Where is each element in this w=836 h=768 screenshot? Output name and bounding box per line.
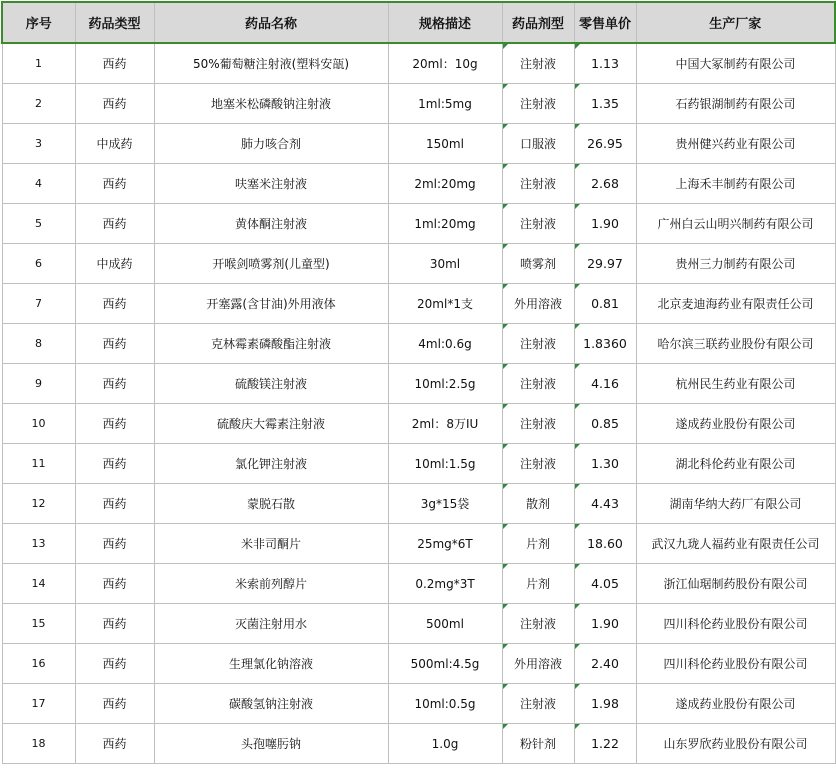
cell-form[interactable]: 散剂 — [502, 484, 574, 524]
cell-type[interactable]: 西药 — [75, 444, 154, 484]
header-type[interactable]: 药品类型 — [75, 2, 154, 43]
cell-name[interactable]: 碳酸氢钠注射液 — [154, 684, 388, 724]
table-row — [2, 404, 835, 444]
cell-name[interactable]: 米非司酮片 — [154, 524, 388, 564]
cell-type[interactable]: 西药 — [75, 204, 154, 244]
cell-price[interactable]: 26.95 — [574, 124, 636, 164]
cell-type[interactable]: 西药 — [75, 724, 154, 764]
cell-maker[interactable]: 武汉九珑人福药业有限责任公司 — [636, 524, 835, 564]
cell-maker[interactable]: 遂成药业股份有限公司 — [636, 684, 835, 724]
cell-maker[interactable]: 贵州三力制药有限公司 — [636, 244, 835, 284]
drug-price-table — [1, 1, 836, 764]
header-price[interactable]: 零售单价 — [574, 2, 636, 43]
cell-name[interactable]: 灭菌注射用水 — [154, 604, 388, 644]
cell-name[interactable]: 50%葡萄糖注射液(塑料安瓿) — [154, 43, 388, 84]
table-row — [2, 364, 835, 404]
cell-name[interactable]: 开喉剑喷雾剂(儿童型) — [154, 244, 388, 284]
cell-form[interactable]: 注射液 — [502, 404, 574, 444]
cell-price[interactable]: 1.98 — [574, 684, 636, 724]
cell-form[interactable]: 注射液 — [502, 604, 574, 644]
cell-spec[interactable]: 150ml — [388, 124, 502, 164]
cell-no[interactable]: 10 — [2, 404, 75, 444]
cell-name[interactable]: 蒙脱石散 — [154, 484, 388, 524]
cell-maker[interactable]: 上海禾丰制药有限公司 — [636, 164, 835, 204]
cell-name[interactable]: 开塞露(含甘油)外用液体 — [154, 284, 388, 324]
header-name[interactable]: 药品名称 — [154, 2, 388, 43]
cell-type[interactable]: 西药 — [75, 404, 154, 444]
cell-type[interactable]: 西药 — [75, 364, 154, 404]
cell-maker[interactable]: 四川科伦药业股份有限公司 — [636, 644, 835, 684]
cell-price[interactable]: 1.22 — [574, 724, 636, 764]
cell-maker[interactable]: 贵州健兴药业有限公司 — [636, 124, 835, 164]
cell-spec[interactable]: 30ml — [388, 244, 502, 284]
cell-price[interactable]: 1.90 — [574, 604, 636, 644]
cell-no[interactable]: 2 — [2, 84, 75, 124]
cell-type[interactable]: 西药 — [75, 684, 154, 724]
cell-spec[interactable]: 1ml:20mg — [388, 204, 502, 244]
table-row — [2, 724, 835, 764]
cell-type[interactable]: 西药 — [75, 43, 154, 84]
cell-maker[interactable]: 浙江仙琚制药股份有限公司 — [636, 564, 835, 604]
table-row — [2, 84, 835, 124]
cell-price[interactable]: 2.40 — [574, 644, 636, 684]
cell-type[interactable]: 西药 — [75, 484, 154, 524]
cell-maker[interactable]: 四川科伦药业股份有限公司 — [636, 604, 835, 644]
cell-spec[interactable]: 3g*15袋 — [388, 484, 502, 524]
cell-maker[interactable]: 山东罗欣药业股份有限公司 — [636, 724, 835, 764]
cell-maker[interactable]: 石药银湖制药有限公司 — [636, 84, 835, 124]
cell-form[interactable]: 注射液 — [502, 84, 574, 124]
header-row — [2, 2, 835, 43]
cell-type[interactable]: 西药 — [75, 84, 154, 124]
table-row — [2, 604, 835, 644]
cell-type[interactable]: 西药 — [75, 164, 154, 204]
cell-form[interactable]: 片剂 — [502, 564, 574, 604]
cell-type[interactable]: 西药 — [75, 644, 154, 684]
cell-no[interactable]: 18 — [2, 724, 75, 764]
cell-no[interactable]: 4 — [2, 164, 75, 204]
cell-name[interactable]: 生理氯化钠溶液 — [154, 644, 388, 684]
header-no[interactable]: 序号 — [2, 2, 75, 43]
cell-price[interactable]: 18.60 — [574, 524, 636, 564]
cell-no[interactable]: 7 — [2, 284, 75, 324]
cell-no[interactable]: 5 — [2, 204, 75, 244]
cell-price[interactable]: 0.81 — [574, 284, 636, 324]
cell-type[interactable]: 西药 — [75, 324, 154, 364]
cell-form[interactable]: 注射液 — [502, 164, 574, 204]
cell-price[interactable]: 1.35 — [574, 84, 636, 124]
cell-form[interactable]: 粉针剂 — [502, 724, 574, 764]
cell-spec[interactable]: 20ml：10g — [388, 43, 502, 84]
cell-price[interactable]: 4.16 — [574, 364, 636, 404]
table-row — [2, 524, 835, 564]
cell-type[interactable]: 西药 — [75, 604, 154, 644]
cell-form[interactable]: 喷雾剂 — [502, 244, 574, 284]
cell-price[interactable]: 4.05 — [574, 564, 636, 604]
cell-maker[interactable]: 湖南华纳大药厂有限公司 — [636, 484, 835, 524]
cell-name[interactable]: 克林霉素磷酸酯注射液 — [154, 324, 388, 364]
cell-type[interactable]: 西药 — [75, 564, 154, 604]
cell-price[interactable]: 1.13 — [574, 43, 636, 84]
cell-price[interactable]: 2.68 — [574, 164, 636, 204]
cell-no[interactable]: 3 — [2, 124, 75, 164]
table-row — [2, 684, 835, 724]
cell-no[interactable]: 8 — [2, 324, 75, 364]
cell-form[interactable]: 口服液 — [502, 124, 574, 164]
cell-name[interactable]: 肺力咳合剂 — [154, 124, 388, 164]
cell-maker[interactable]: 哈尔滨三联药业股份有限公司 — [636, 324, 835, 364]
cell-name[interactable]: 氯化钾注射液 — [154, 444, 388, 484]
cell-form[interactable]: 注射液 — [502, 684, 574, 724]
cell-maker[interactable]: 广州白云山明兴制药有限公司 — [636, 204, 835, 244]
table-row — [2, 204, 835, 244]
cell-spec[interactable]: 500ml:4.5g — [388, 644, 502, 684]
cell-spec[interactable]: 10ml:0.5g — [388, 684, 502, 724]
cell-no[interactable]: 6 — [2, 244, 75, 284]
table-row — [2, 284, 835, 324]
cell-no[interactable]: 15 — [2, 604, 75, 644]
cell-maker[interactable]: 北京麦迪海药业有限责任公司 — [636, 284, 835, 324]
cell-spec[interactable]: 10ml:1.5g — [388, 444, 502, 484]
table-row — [2, 444, 835, 484]
cell-name[interactable]: 呋塞米注射液 — [154, 164, 388, 204]
cell-spec[interactable]: 1.0g — [388, 724, 502, 764]
cell-no[interactable]: 16 — [2, 644, 75, 684]
table-row — [2, 124, 835, 164]
cell-price[interactable]: 1.30 — [574, 444, 636, 484]
cell-spec[interactable]: 4ml:0.6g — [388, 324, 502, 364]
table-row — [2, 324, 835, 364]
cell-price[interactable]: 4.43 — [574, 484, 636, 524]
cell-maker[interactable]: 杭州民生药业有限公司 — [636, 364, 835, 404]
cell-form[interactable]: 注射液 — [502, 444, 574, 484]
cell-spec[interactable]: 20ml*1支 — [388, 284, 502, 324]
table-row — [2, 164, 835, 204]
cell-spec[interactable]: 2ml:20mg — [388, 164, 502, 204]
cell-spec[interactable]: 10ml:2.5g — [388, 364, 502, 404]
cell-name[interactable]: 地塞米松磷酸钠注射液 — [154, 84, 388, 124]
cell-name[interactable]: 硫酸庆大霉素注射液 — [154, 404, 388, 444]
cell-price[interactable]: 1.90 — [574, 204, 636, 244]
table-row — [2, 43, 835, 84]
cell-type[interactable]: 中成药 — [75, 244, 154, 284]
header-maker[interactable]: 生产厂家 — [636, 2, 835, 43]
cell-type[interactable]: 西药 — [75, 524, 154, 564]
cell-no[interactable]: 14 — [2, 564, 75, 604]
cell-type[interactable]: 西药 — [75, 284, 154, 324]
cell-no[interactable]: 13 — [2, 524, 75, 564]
cell-form[interactable]: 注射液 — [502, 324, 574, 364]
cell-name[interactable]: 头孢噻肟钠 — [154, 724, 388, 764]
cell-spec[interactable]: 25mg*6T — [388, 524, 502, 564]
header-form[interactable]: 药品剂型 — [502, 2, 574, 43]
cell-maker[interactable]: 中国大冢制药有限公司 — [636, 43, 835, 84]
cell-spec[interactable]: 1ml:5mg — [388, 84, 502, 124]
table-row — [2, 564, 835, 604]
table-row — [2, 644, 835, 684]
cell-form[interactable]: 外用溶液 — [502, 284, 574, 324]
cell-no[interactable]: 9 — [2, 364, 75, 404]
cell-price[interactable]: 29.97 — [574, 244, 636, 284]
cell-no[interactable]: 1 — [2, 43, 75, 84]
cell-type[interactable]: 中成药 — [75, 124, 154, 164]
cell-form[interactable]: 外用溶液 — [502, 644, 574, 684]
cell-no[interactable]: 17 — [2, 684, 75, 724]
cell-maker[interactable]: 遂成药业股份有限公司 — [636, 404, 835, 444]
cell-name[interactable]: 硫酸镁注射液 — [154, 364, 388, 404]
cell-no[interactable]: 12 — [2, 484, 75, 524]
cell-spec[interactable]: 0.2mg*3T — [388, 564, 502, 604]
cell-price[interactable]: 1.8360 — [574, 324, 636, 364]
cell-price[interactable]: 0.85 — [574, 404, 636, 444]
cell-name[interactable]: 黄体酮注射液 — [154, 204, 388, 244]
cell-form[interactable]: 注射液 — [502, 43, 574, 84]
table-row — [2, 484, 835, 524]
cell-spec[interactable]: 500ml — [388, 604, 502, 644]
cell-spec[interactable]: 2ml：8万IU — [388, 404, 502, 444]
cell-form[interactable]: 片剂 — [502, 524, 574, 564]
cell-name[interactable]: 米索前列醇片 — [154, 564, 388, 604]
cell-form[interactable]: 注射液 — [502, 204, 574, 244]
table-row — [2, 244, 835, 284]
cell-form[interactable]: 注射液 — [502, 364, 574, 404]
cell-maker[interactable]: 湖北科伦药业有限公司 — [636, 444, 835, 484]
cell-no[interactable]: 11 — [2, 444, 75, 484]
header-spec[interactable]: 规格描述 — [388, 2, 502, 43]
